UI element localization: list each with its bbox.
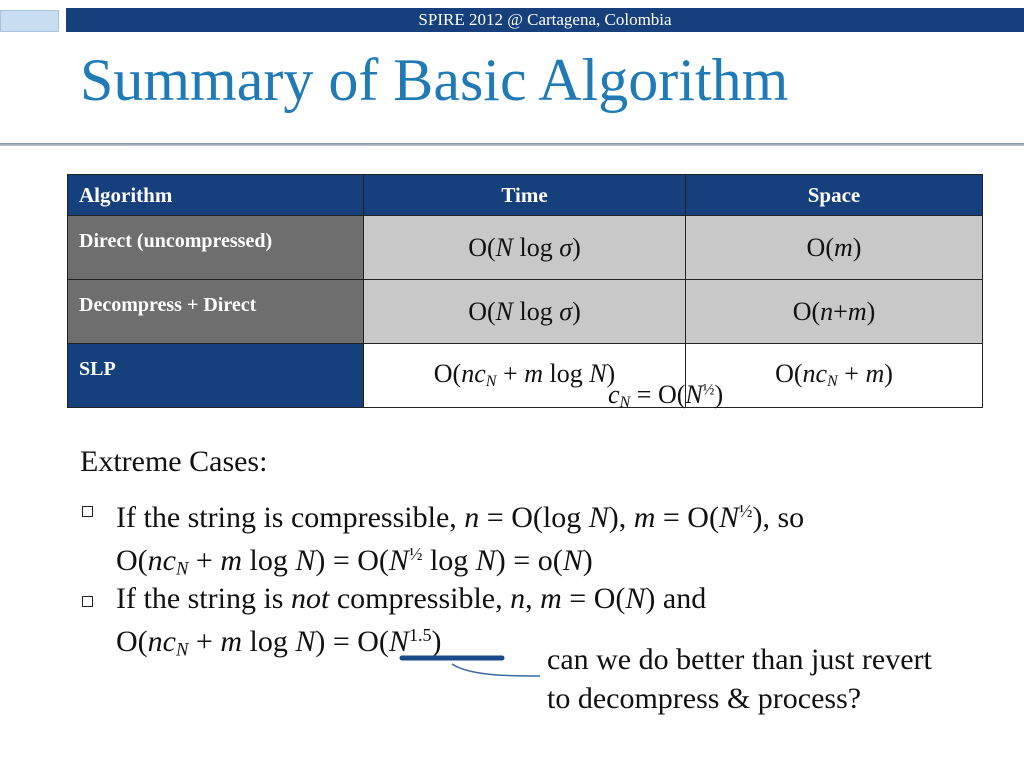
conference-label: SPIRE 2012 @ Cartagena, Colombia <box>418 10 672 29</box>
annotation-callout <box>547 640 932 718</box>
bullet-not-compressible-line2: $O(nc_N + m$ $\log N) = O(N^{1.5})$ <box>116 624 442 661</box>
space-cell-slp: $O(nc_N + m)$ <box>686 344 983 408</box>
time-cell-decompress-direct: O(N log σ) <box>364 280 686 344</box>
annotation-line2: to decompress & process? <box>547 682 862 715</box>
space-cell-decompress-direct: O(n+m) <box>686 280 983 344</box>
row-label-slp: SLP <box>68 344 364 408</box>
column-header-algorithm: Algorithm <box>68 175 364 216</box>
time-cell-slp: $O(nc_N + m$ log N) <box>364 344 686 408</box>
column-header-time: Time <box>364 175 686 216</box>
callout-connector <box>452 664 540 676</box>
bullet-not-compressible-line1: If the string is not compressible, n, m = O(N) and <box>116 582 707 615</box>
space-cell-direct: O(m) <box>686 216 983 280</box>
row-label-decompress-direct: Decompress + Direct <box>68 280 364 344</box>
annotation-line1: can we do better than just revert <box>547 643 932 676</box>
bullet-compressible-line2: $O(nc_N + m$ $\log N) = O(N^{\frac{1}{2}}$ log N) = o(N) <box>116 543 593 580</box>
extreme-cases-heading: Extreme Cases: <box>80 445 268 478</box>
time-cell-direct: O(N log σ) <box>364 216 686 280</box>
cn-formula-note: $c_N = O(N^{\frac{1}{2}})$ <box>608 380 724 412</box>
slide-title: Summary of Basic Algorithm <box>80 47 789 113</box>
row-label-direct: Direct (uncompressed) <box>68 216 364 280</box>
bullet-compressible-line1: If the string is compressible, n = O(log N), $m = O(N^{\frac{1}{2}})$, so <box>116 500 805 534</box>
column-header-space: Space <box>686 175 983 216</box>
